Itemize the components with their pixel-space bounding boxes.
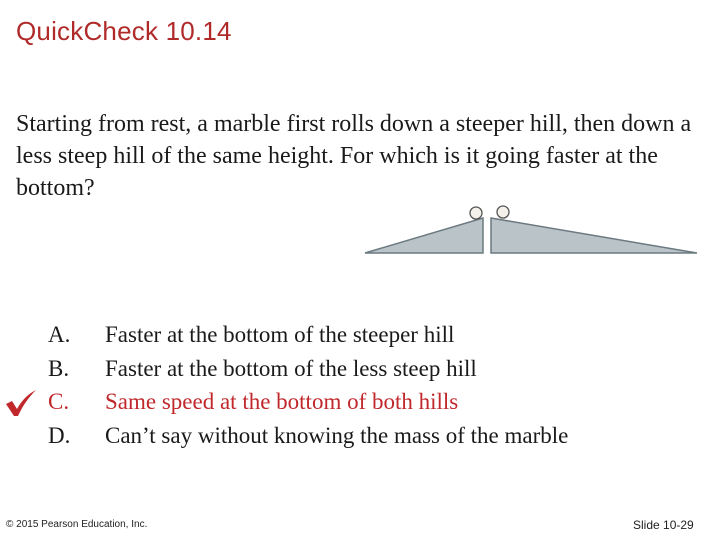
choice-letter: B. bbox=[48, 355, 70, 381]
choice-letter: D. bbox=[48, 422, 71, 448]
choice-text: Faster at the bottom of the less steep hill bbox=[105, 355, 477, 381]
steeper-hill bbox=[365, 218, 483, 253]
footer-copyright: © 2015 Pearson Education, Inc. bbox=[6, 519, 148, 530]
choice-letter: C. bbox=[48, 389, 70, 414]
hills-illustration bbox=[360, 200, 705, 260]
choice-a[interactable] bbox=[48, 318, 568, 352]
footer-slide-number: Slide 10-29 bbox=[633, 518, 694, 532]
choice-text: Can’t say without knowing the mass of the marble bbox=[105, 422, 569, 448]
choice-letter: A. bbox=[48, 322, 71, 347]
marble-left bbox=[470, 207, 482, 219]
choice-text: Same speed at the bottom of both hills bbox=[105, 389, 459, 414]
choice-d[interactable] bbox=[48, 419, 568, 453]
choice-b[interactable] bbox=[48, 352, 568, 386]
answer-choices bbox=[48, 318, 568, 452]
question-text: Starting from rest, a marble first rolls down a steeper hill, then down a less steep hill of the same height. For which is it going faster at the bottom? bbox=[16, 111, 692, 201]
less-steep-hill bbox=[491, 218, 697, 253]
checkmark-icon bbox=[4, 389, 38, 417]
choice-c[interactable] bbox=[48, 385, 568, 419]
choice-text: Faster at the bottom of the steeper hill bbox=[105, 322, 455, 347]
marble-right bbox=[497, 206, 509, 218]
slide-title: QuickCheck 10.14 bbox=[16, 16, 232, 46]
